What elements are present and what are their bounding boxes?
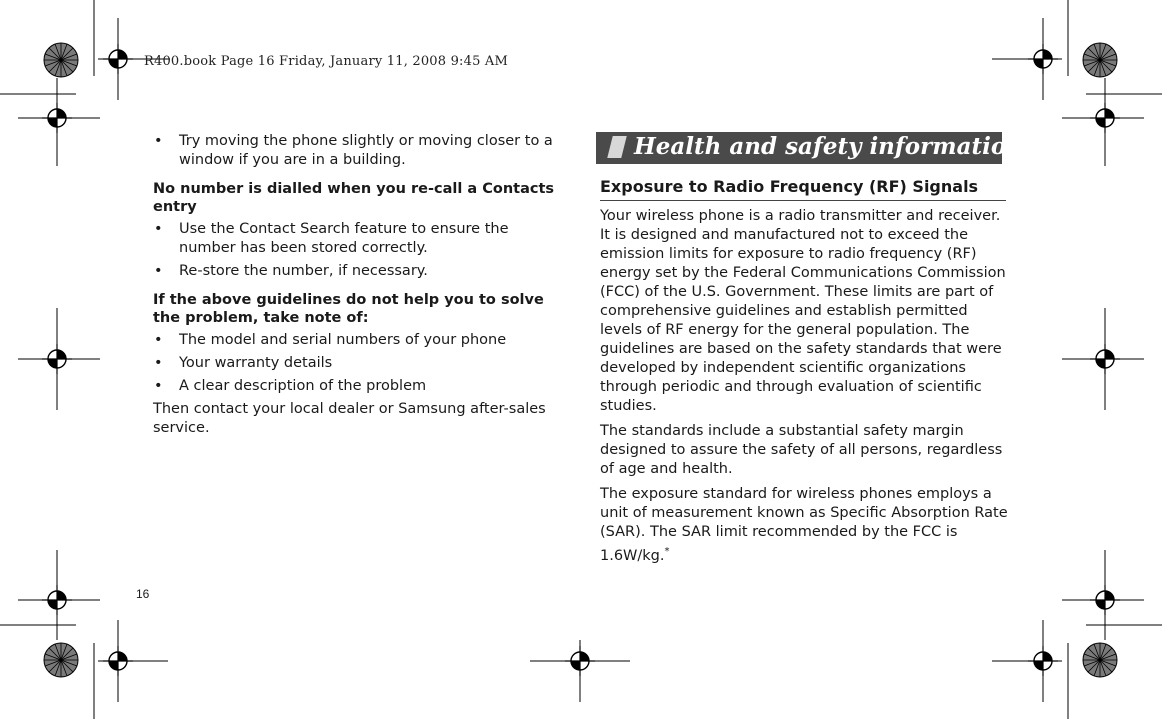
chapter-banner bbox=[596, 132, 1023, 164]
list-item: • Try moving the phone slightly or moving closer to a window if you are in a building. bbox=[153, 132, 563, 170]
section-title: Exposure to Radio Frequency (RF) Signals bbox=[600, 177, 1006, 201]
rf-paragraph-2: The standards include a substantial safety margin designed to assure the safety of all persons, regardless of age and health. bbox=[600, 423, 1003, 477]
closing-paragraph: Then contact your local dealer or Samsung after-sales service. bbox=[153, 401, 546, 436]
list-item: • A clear description of the problem bbox=[153, 377, 563, 396]
rf-paragraph-1: Your wireless phone is a radio transmitter and receiver. It is designed and manufactured not to exceed the emission limits for exposure to radio frequency (RF) energy set by the Federal Communications Commission (FCC) of the U.S. Government. These limits are part of comprehensive guidelines and establish permitted levels of RF energy for the general population. The guidelines are based on the safety standards that were developed by independent scientific organizations through periodic and through evaluation of scientific studies. bbox=[600, 208, 1006, 414]
list-item: • The model and serial numbers of your phone bbox=[153, 331, 563, 350]
section-heading-no-number: No number is dialled when you re-call a Contacts entry bbox=[153, 181, 555, 215]
left-column bbox=[153, 132, 563, 438]
print-slug: R400.book Page 16 Friday, January 11, 2008 9:45 AM bbox=[144, 54, 508, 69]
right-column bbox=[600, 132, 1023, 566]
banner-tab-icon bbox=[607, 136, 626, 158]
chapter-title: Health and safety information bbox=[634, 133, 1023, 160]
sar-text: The exposure standard for wireless phones employs a unit of measurement known as Specific Absorption Rate (SAR). The SAR limit recommended by the FCC is 1.6W/kg. bbox=[600, 486, 1008, 564]
section-heading-guidelines: If the above guidelines do not help you to solve the problem, take note of: bbox=[153, 292, 544, 326]
intro-list bbox=[153, 132, 563, 170]
rf-paragraph-3 bbox=[600, 485, 1010, 566]
list-item: • Use the Contact Search feature to ensure the number has been stored correctly. bbox=[153, 220, 563, 258]
section1-list bbox=[153, 220, 563, 281]
section2-list bbox=[153, 331, 563, 396]
list-item: • Your warranty details bbox=[153, 354, 563, 373]
list-item: • Re-store the number, if necessary. bbox=[153, 262, 563, 281]
footnote-mark: * bbox=[664, 546, 670, 557]
page-number: 16 bbox=[136, 587, 150, 601]
